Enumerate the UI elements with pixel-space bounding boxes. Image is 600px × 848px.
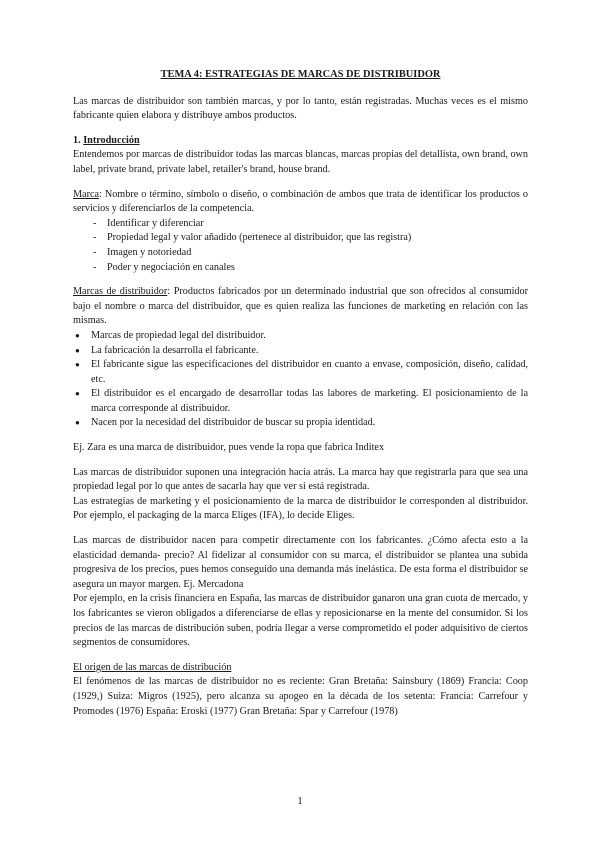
list-item: ● El fabricante sigue las especificaciones del distribuidor en cuanto a envase, composición, diseño, calidad, etc. bbox=[73, 358, 528, 387]
marcas-distribuidor-definition bbox=[73, 285, 528, 329]
crisis-paragraph: Por ejemplo, en la crisis financiera en España, las marcas de distribuidor ganaron una gran cuota de mercado, y los fabricantes se vieron obligados a diferenciarse de ellas y reposicionarse en la mente del consumidor. Si los precios de las marcas de distribución suben, podría llegar a verse comprometido el poder adquisitivo de ciertos segmentos de consumidores. bbox=[73, 593, 528, 649]
marca-definition bbox=[73, 188, 528, 217]
list-item: - Imagen y notoriedad bbox=[73, 246, 528, 261]
list-item: ● La fabricación la desarrolla el fabricante. bbox=[73, 344, 528, 359]
intro-paragraph: Las marcas de distribuidor son también marcas, y por lo tanto, están registradas. Muchas veces es el mismo fabricante quien elabora y distribuye ambos productos. bbox=[73, 95, 528, 122]
marca-list bbox=[73, 217, 528, 275]
marcas-distribuidor-list bbox=[73, 329, 528, 431]
document-title: TEMA 4: ESTRATEGIAS DE MARCAS DE DISTRIBUIDOR bbox=[160, 69, 441, 80]
elasticidad-paragraph: Las marcas de distribuidor nacen para competir directamente con los fabricantes. ¿Cómo afecta esto a la elasticidad demanda- precio? Al fidelizar al consumidor con su marca, el distribuidor se plantea una subida progresiva de los precios, pues hemos conseguido una demanda más inelástica. De esta forma el distribuidor se asegura un mayor margen. Ej. Mercadona bbox=[73, 535, 528, 590]
estrategias-paragraph: Las estrategias de marketing y el posicionamiento de la marca de distribuidor le corresponden al distribuidor. Por ejemplo, el packaging de la marca Eliges (IFA), lo decide Eliges. bbox=[73, 495, 528, 522]
section-number: 1. bbox=[73, 134, 81, 146]
document-page bbox=[73, 68, 528, 719]
marcas-distribuidor-label: Marcas de distribuidor bbox=[73, 286, 168, 298]
marca-label: Marca bbox=[73, 188, 100, 200]
list-item: - Propiedad legal y valor añadido (pertenece al distribuidor, que las registra) bbox=[73, 231, 528, 246]
section-heading-introduccion bbox=[73, 134, 528, 149]
origen-heading: El origen de las marcas de distribución bbox=[73, 661, 232, 673]
zara-example: Ej. Zara es una marca de distribuidor, pues vende la ropa que fabrica Inditex bbox=[73, 442, 385, 454]
introduccion-paragraph: Entendemos por marcas de distribuidor todas las marcas blancas, marcas propias del detallista, own brand, own label, private brand, private label, retailer's brand, house brand. bbox=[73, 149, 528, 175]
origen-paragraph: El fenómenos de las marcas de distribuidor no es reciente: Gran Bretaña: Sainsbury (1869) Francia: Coop (1929,) Suiza: Migros (1925), pero alcanza su apogeo en la década de los setenta: Francia: Carrefour y Promodes (1976) España: Eroski (1977) Gran Bretaña: Spar y Carrefour (1978) bbox=[73, 676, 528, 717]
marca-text: : Nombre o término, símbolo o diseño, o combinación de ambos que trata de identificar los productos o servicios y diferenciarlos de la competencia. bbox=[73, 188, 528, 215]
marcas-distribuidor-text: : Productos fabricados por un determinado industrial que son ofrecidos al consumidor bajo el nombre o marca del distribuidor, que es quien realiza las funciones de marketing en relación con las mismas. bbox=[73, 286, 528, 327]
section-heading-text: Introducción bbox=[83, 134, 140, 146]
list-item: ● Marcas de propiedad legal del distribuidor. bbox=[73, 329, 528, 344]
integracion-paragraph: Las marcas de distribuidor suponen una integración hacia atrás. La marca hay que registrarla para que sea una propiedad legal por lo que antes de sacarla hay que ver si está registrada. bbox=[73, 466, 528, 493]
page-number: 1 bbox=[297, 795, 303, 807]
list-item: ● El distribuidor es el encargado de desarrollar todas las labores de marketing. El posicionamiento de la marca corresponde al distribuidor. bbox=[73, 387, 528, 416]
list-item: ● Nacen por la necesidad del distribuidor de buscar su propia identidad. bbox=[73, 416, 528, 431]
list-item: - Poder y negociación en canales bbox=[73, 261, 528, 276]
list-item: - Identificar y diferenciar bbox=[73, 217, 528, 232]
